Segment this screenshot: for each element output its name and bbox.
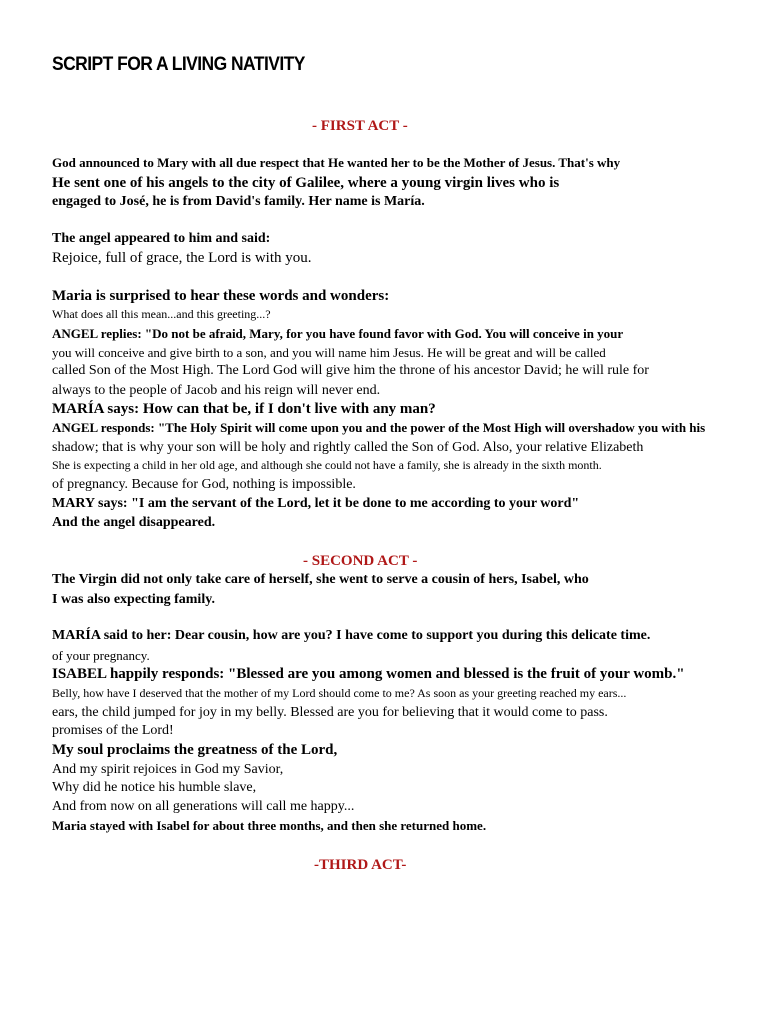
- paragraph-line: Maria stayed with Isabel for about three months, and then she returned home.: [52, 818, 487, 833]
- paragraph-line: And the angel disappeared.: [52, 515, 216, 530]
- paragraph-line: Rejoice, full of grace, the Lord is with you.: [52, 250, 312, 266]
- paragraph-line: called Son of the Most High. The Lord God will give him the throne of his ancestor David; he will rule for: [52, 363, 649, 378]
- paragraph-line: My soul proclaims the greatness of the Lord,: [52, 742, 338, 758]
- paragraph-line: God announced to Mary with all due respect that He wanted her to be the Mother of Jesus. That's why: [52, 155, 621, 170]
- second-act-heading: - SECOND ACT -: [303, 553, 418, 569]
- paragraph-line: She is expecting a child in her old age, and although she could not have a family, she is already in the sixth month.: [52, 458, 602, 472]
- paragraph-line: He sent one of his angels to the city of Galilee, where a young virgin lives who is: [52, 175, 560, 191]
- document-title: SCRIPT FOR A LIVING NATIVITY: [52, 54, 305, 75]
- paragraph-line: ANGEL replies: "Do not be afraid, Mary, for you have found favor with God. You will conceive in your: [52, 326, 624, 341]
- third-act-heading: -THIRD ACT-: [314, 857, 407, 873]
- paragraph-line: I was also expecting family.: [52, 592, 215, 607]
- paragraph-line: ears, the child jumped for joy in my belly. Blessed are you for believing that it would come to pass.: [52, 705, 608, 720]
- paragraph-line: engaged to José, he is from David's family. Her name is María.: [52, 194, 425, 209]
- paragraph-line: shadow; that is why your son will be holy and rightly called the Son of God. Also, your relative Elizabeth: [52, 440, 644, 455]
- paragraph-line: The angel appeared to him and said:: [52, 231, 271, 246]
- paragraph-line: Maria is surprised to hear these words and wonders:: [52, 288, 390, 304]
- paragraph-line: ISABEL happily responds: "Blessed are you among women and blessed is the fruit of your womb.": [52, 666, 685, 682]
- paragraph-line: ANGEL responds: "The Holy Spirit will come upon you and the power of the Most High will overshadow you with his: [52, 420, 706, 435]
- paragraph-line: What does all this mean...and this greeting...?: [52, 307, 271, 321]
- paragraph-line: you will conceive and give birth to a son, and you will name him Jesus. He will be great and will be called: [52, 345, 606, 360]
- paragraph-line: Why did he notice his humble slave,: [52, 780, 257, 795]
- paragraph-line: always to the people of Jacob and his reign will never end.: [52, 383, 381, 398]
- paragraph-line: MARÍA said to her: Dear cousin, how are you? I have come to support you during this delicate time.: [52, 628, 651, 643]
- paragraph-line: Belly, how have I deserved that the mother of my Lord should come to me? As soon as your greeting reached my ears...: [52, 686, 627, 700]
- paragraph-line: And my spirit rejoices in God my Savior,: [52, 762, 284, 777]
- paragraph-line: of pregnancy. Because for God, nothing is impossible.: [52, 477, 356, 492]
- paragraph-line: MARY says: "I am the servant of the Lord, let it be done to me according to your word": [52, 496, 580, 511]
- first-act-heading: - FIRST ACT -: [312, 118, 408, 134]
- paragraph-line: MARÍA says: How can that be, if I don't live with any man?: [52, 401, 436, 417]
- paragraph-line: The Virgin did not only take care of herself, she went to serve a cousin of hers, Isabel, who: [52, 572, 589, 587]
- paragraph-line: of your pregnancy.: [52, 648, 150, 663]
- paragraph-line: And from now on all generations will call me happy...: [52, 799, 355, 814]
- paragraph-line: promises of the Lord!: [52, 723, 174, 738]
